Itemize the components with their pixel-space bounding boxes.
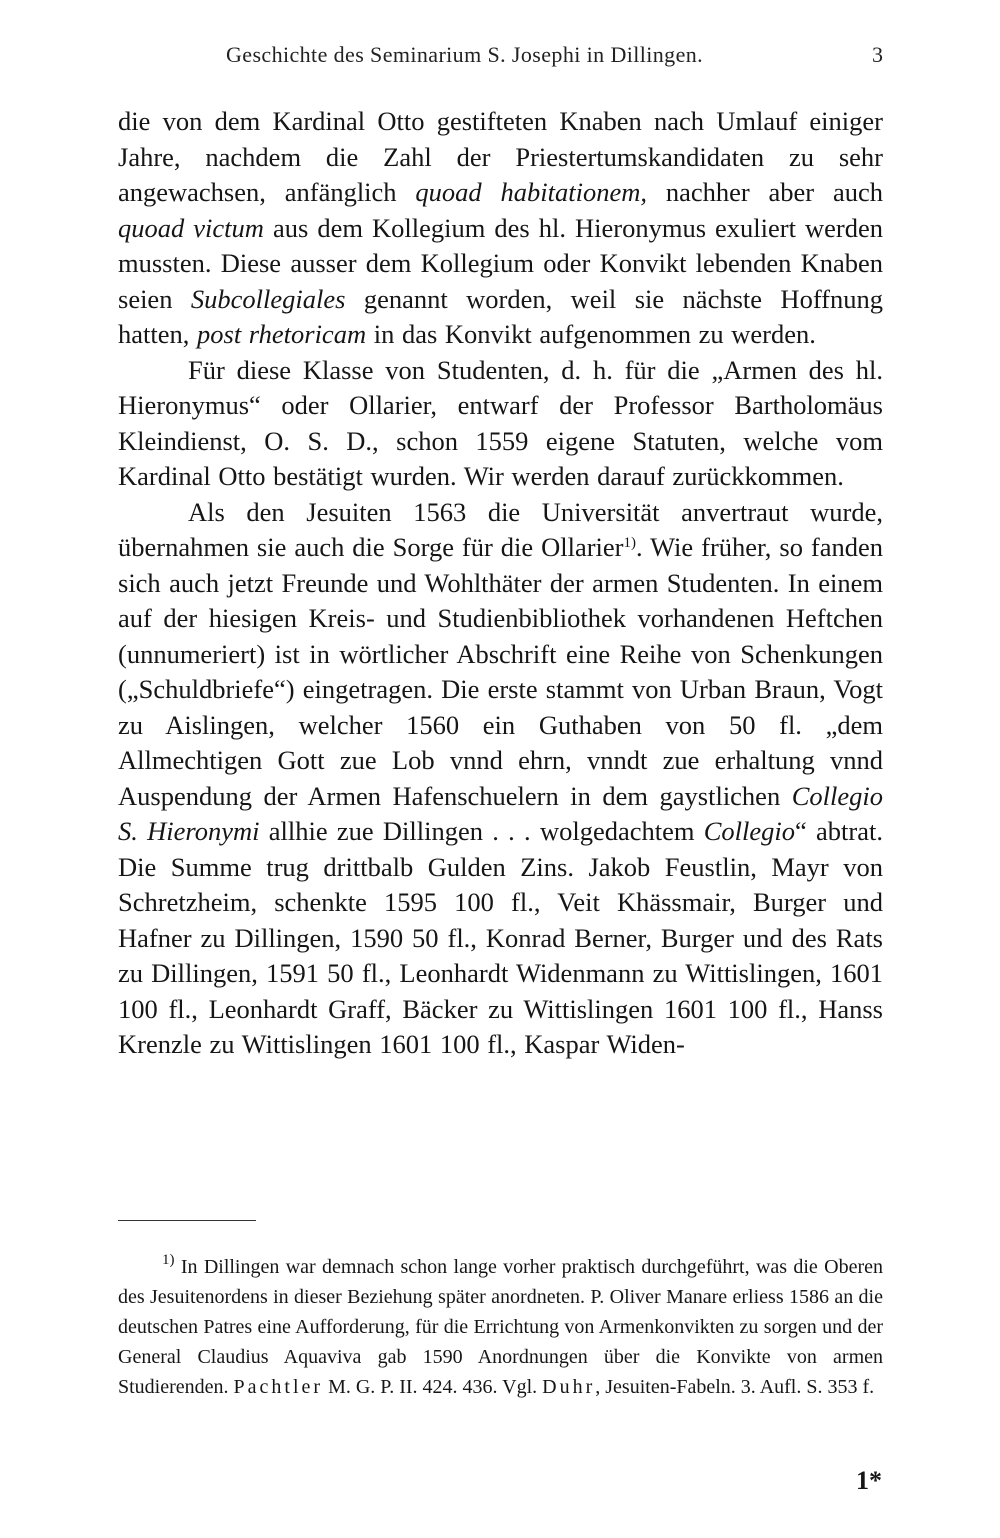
text-run: Als den Jesuiten 1563 die Universität anvertraut wurde, übernahmen sie auch die Sorge für die Ollarier: [118, 496, 883, 562]
footnote-1: [118, 1252, 883, 1402]
footnote-marker: 1): [162, 1252, 175, 1268]
text-run: nachher aber auch: [646, 177, 883, 207]
text-run: allhie zue Dillingen . . . wolgedachtem: [259, 816, 704, 846]
latin-phrase: Collegio: [703, 816, 796, 846]
footnotes: [118, 1252, 883, 1402]
text-run: die von dem Kardinal Otto gestifteten Knaben nach Umlauf einiger Jahre, nachdem die Zahl der Priestertumskandidaten zu sehr angewachsen, anfänglich: [118, 106, 883, 207]
paragraph-1: [118, 104, 883, 353]
footnote-reference: 1): [623, 535, 636, 551]
latin-phrase: post rhetoricam: [197, 319, 367, 349]
footnote-divider: [118, 1220, 256, 1221]
text-run: “ abtrat. Die Summe trug drittbalb Gulden Zins. Jakob Feustlin, Mayr von Schretzheim, schenkte 1595 100 fl., Veit Khässmair, Burger und Hafner zu Dillingen, 1590 50 fl., Konrad Berner, Burger und des Rats zu Dillingen, 1591 50 fl., Leonhardt Widenmann zu Wittislingen, 1601 100 fl., Leonhardt Graff, Bäcker zu Wittislingen 1601 100 fl., Hanss Krenzle zu Wittislingen 1601 100 fl., Kaspar Widen-: [118, 816, 883, 1059]
text-run: In Dillingen war demnach schon lange vorher praktisch durchgeführt, was die Oberen des Jesuitenordens in dieser Beziehung später anordneten. P. Oliver Manare erliess 1586 an die deutschen Patres eine Aufforderung, für die Errichtung von Armenkonvikten zu sorgen und der General Claudius Aquaviva gab 1590 Anordnungen über die Konvikte von armen Studierenden.: [118, 1256, 883, 1398]
body-text: [118, 104, 883, 1063]
author-name: Duhr: [542, 1376, 596, 1398]
latin-phrase: Subcollegiales: [190, 283, 346, 314]
text-run: in das Konvikt aufgenommen zu werden.: [366, 319, 816, 349]
running-head: [118, 42, 883, 82]
page-number: 3: [872, 42, 883, 67]
running-head-title: Geschichte des Seminarium S. Josephi in Dillingen.: [226, 42, 704, 67]
latin-phrase: quoad victum: [118, 212, 264, 243]
text-run: . Wie früher, so fanden sich auch jetzt Freunde und Wohlthäter der armen Studenten. In einem auf der hiesigen Kreis- und Studienbibliothek vorhandenen Heftchen (unnumeriert) ist in wörtlicher Abschrift eine Reihe von Schenkungen („Schuldbriefe“) eingetragen. Die erste stammt von Urban Braun, Vogt zu Aislingen, welcher 1560 ein Guthaben von 50 fl. „dem Allmechtigen Gott zue Lob vnnd ehrn, vnndt zue erhaltung vnnd Auspendung der Armen Hafenschuelern in dem gaystlichen: [118, 532, 883, 811]
author-name: Pachtler: [233, 1376, 324, 1398]
paragraph-2: Für diese Klasse von Studenten, d. h. für die „Armen des hl. Hieronymus“ oder Ollarier, entwarf der Professor Bartholomäus Kleindienst, O. S. D., schon 1559 eigene Statuten, welche vom Kardinal Otto bestätigt wurden. Wir werden darauf zurückkommen.: [118, 354, 883, 491]
text-run: , Jesuiten-Fabeln. 3. Aufl. S. 353 f.: [595, 1376, 875, 1398]
paragraph-3: [118, 495, 883, 1063]
latin-phrase: Collegio S. Hieronymi: [118, 780, 883, 846]
text-run: genannt worden, weil sie nächste Hoffnung hatten,: [118, 283, 883, 349]
sheet-signature: 1*: [856, 1466, 882, 1495]
text-run: M. G. P. II. 424. 436. Vgl.: [323, 1376, 543, 1398]
text-run: aus dem Kollegium des hl. Hieronymus exuliert werden mussten. Diese ausser dem Kollegium oder Konvikt lebenden Knaben seien: [118, 212, 883, 314]
latin-phrase: quoad habitationem,: [415, 177, 647, 207]
